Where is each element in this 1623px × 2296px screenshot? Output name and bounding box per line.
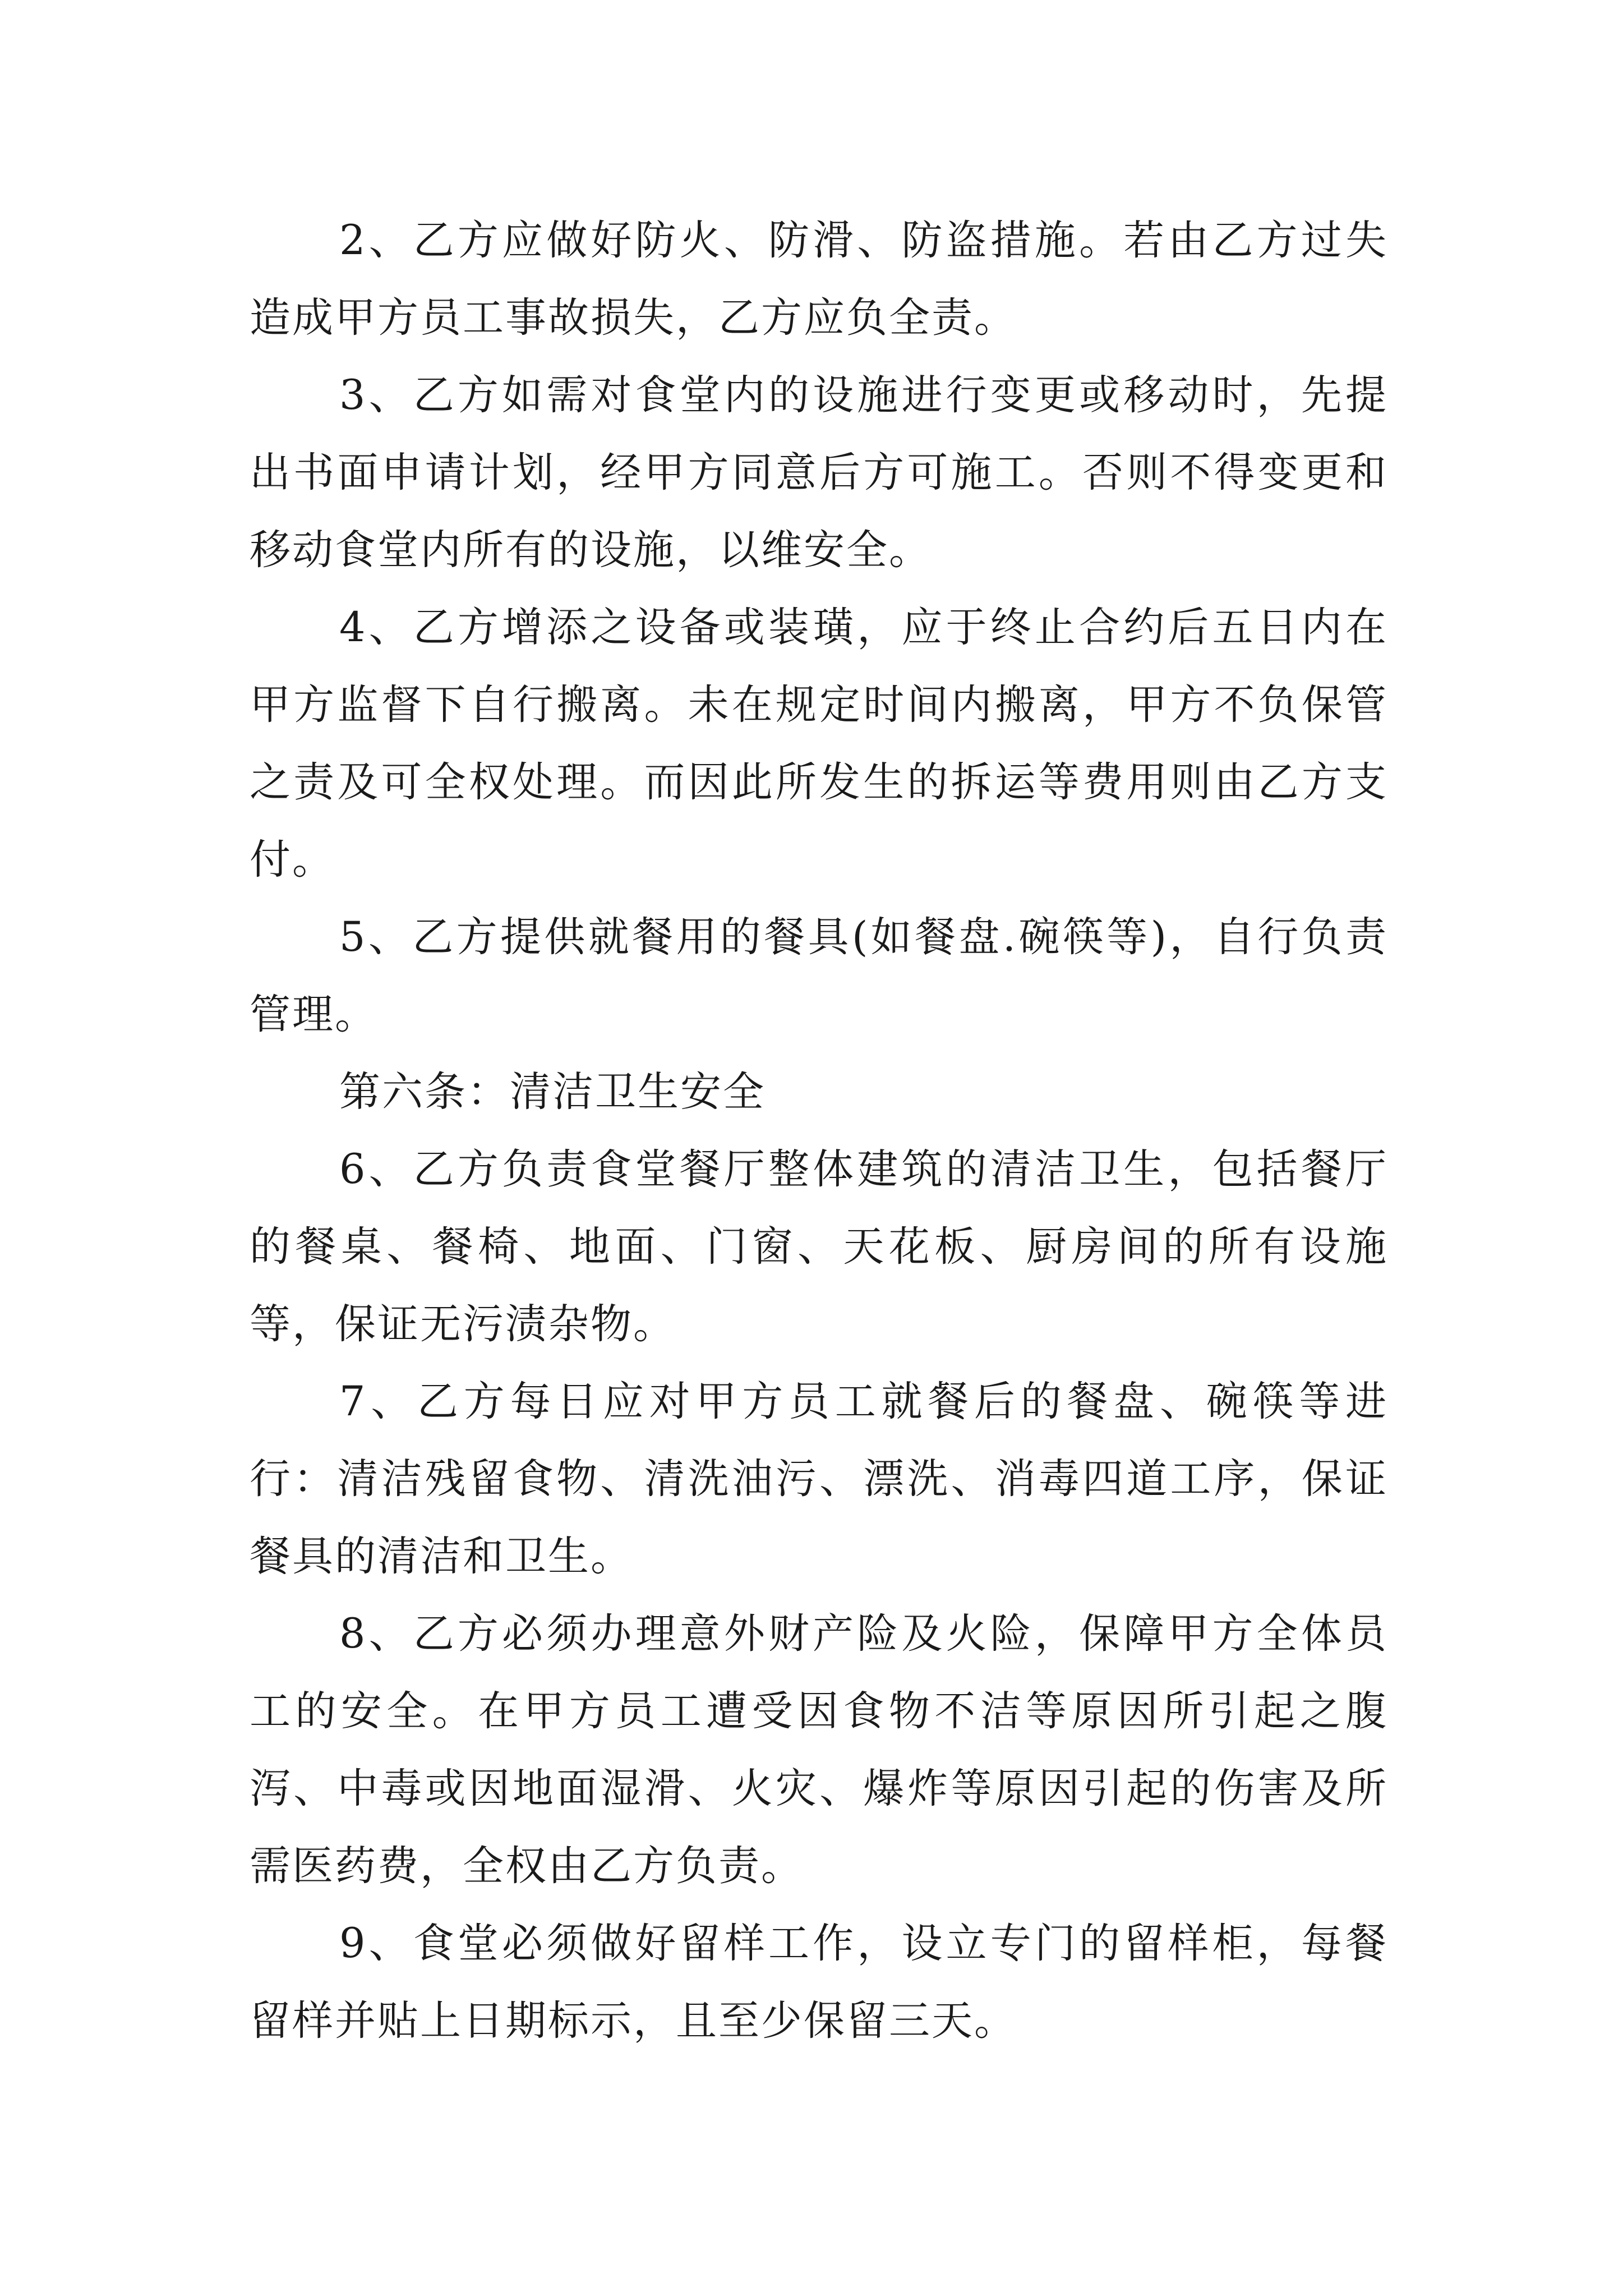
document-body — [250, 202, 1388, 2060]
clause-7: 7、乙方每日应对甲方员工就餐后的餐盘、碗筷等进行：清洁残留食物、清洗油污、漂洗、消毒四道工序，保证餐具的清洁和卫生。 — [250, 1378, 1388, 1580]
clause-4: 4、乙方增添之设备或装璜，应于终止合约后五日内在甲方监督下自行搬离。未在规定时间内搬离，甲方不负保管之责及可全权处理。而因此所发生的拆运等费用则由乙方支付。 — [250, 604, 1388, 884]
clause-6: 6、乙方负责食堂餐厅整体建筑的清洁卫生，包括餐厅的餐桌、餐椅、地面、门窗、天花板、厨房间的所有设施等，保证无污渍杂物。 — [250, 1145, 1388, 1348]
clause-5: 5、乙方提供就餐用的餐具(如餐盘.碗筷等)，自行负责管理。 — [250, 913, 1388, 1038]
clause-2: 2、乙方应做好防火、防滑、防盗措施。若由乙方过失造成甲方员工事故损失，乙方应负全责。 — [250, 217, 1388, 342]
clause-8: 8、乙方必须办理意外财产险及火险，保障甲方全体员工的安全。在甲方员工遭受因食物不洁等原因所引起之腹泻、中毒或因地面湿滑、火灾、爆炸等原因引起的伤害及所需医药费，全权由乙方负责。 — [250, 1610, 1388, 1890]
section-heading-article-6: 第六条：清洁卫生安全 — [339, 1068, 766, 1116]
clause-3: 3、乙方如需对食堂内的设施进行变更或移动时，先提出书面申请计划，经甲方同意后方可施工。否则不得变更和移动食堂内所有的设施，以维安全。 — [250, 371, 1388, 574]
clause-9: 9、食堂必须做好留样工作，设立专门的留样柜，每餐留样并贴上日期标示，且至少保留三天。 — [250, 1920, 1388, 2045]
